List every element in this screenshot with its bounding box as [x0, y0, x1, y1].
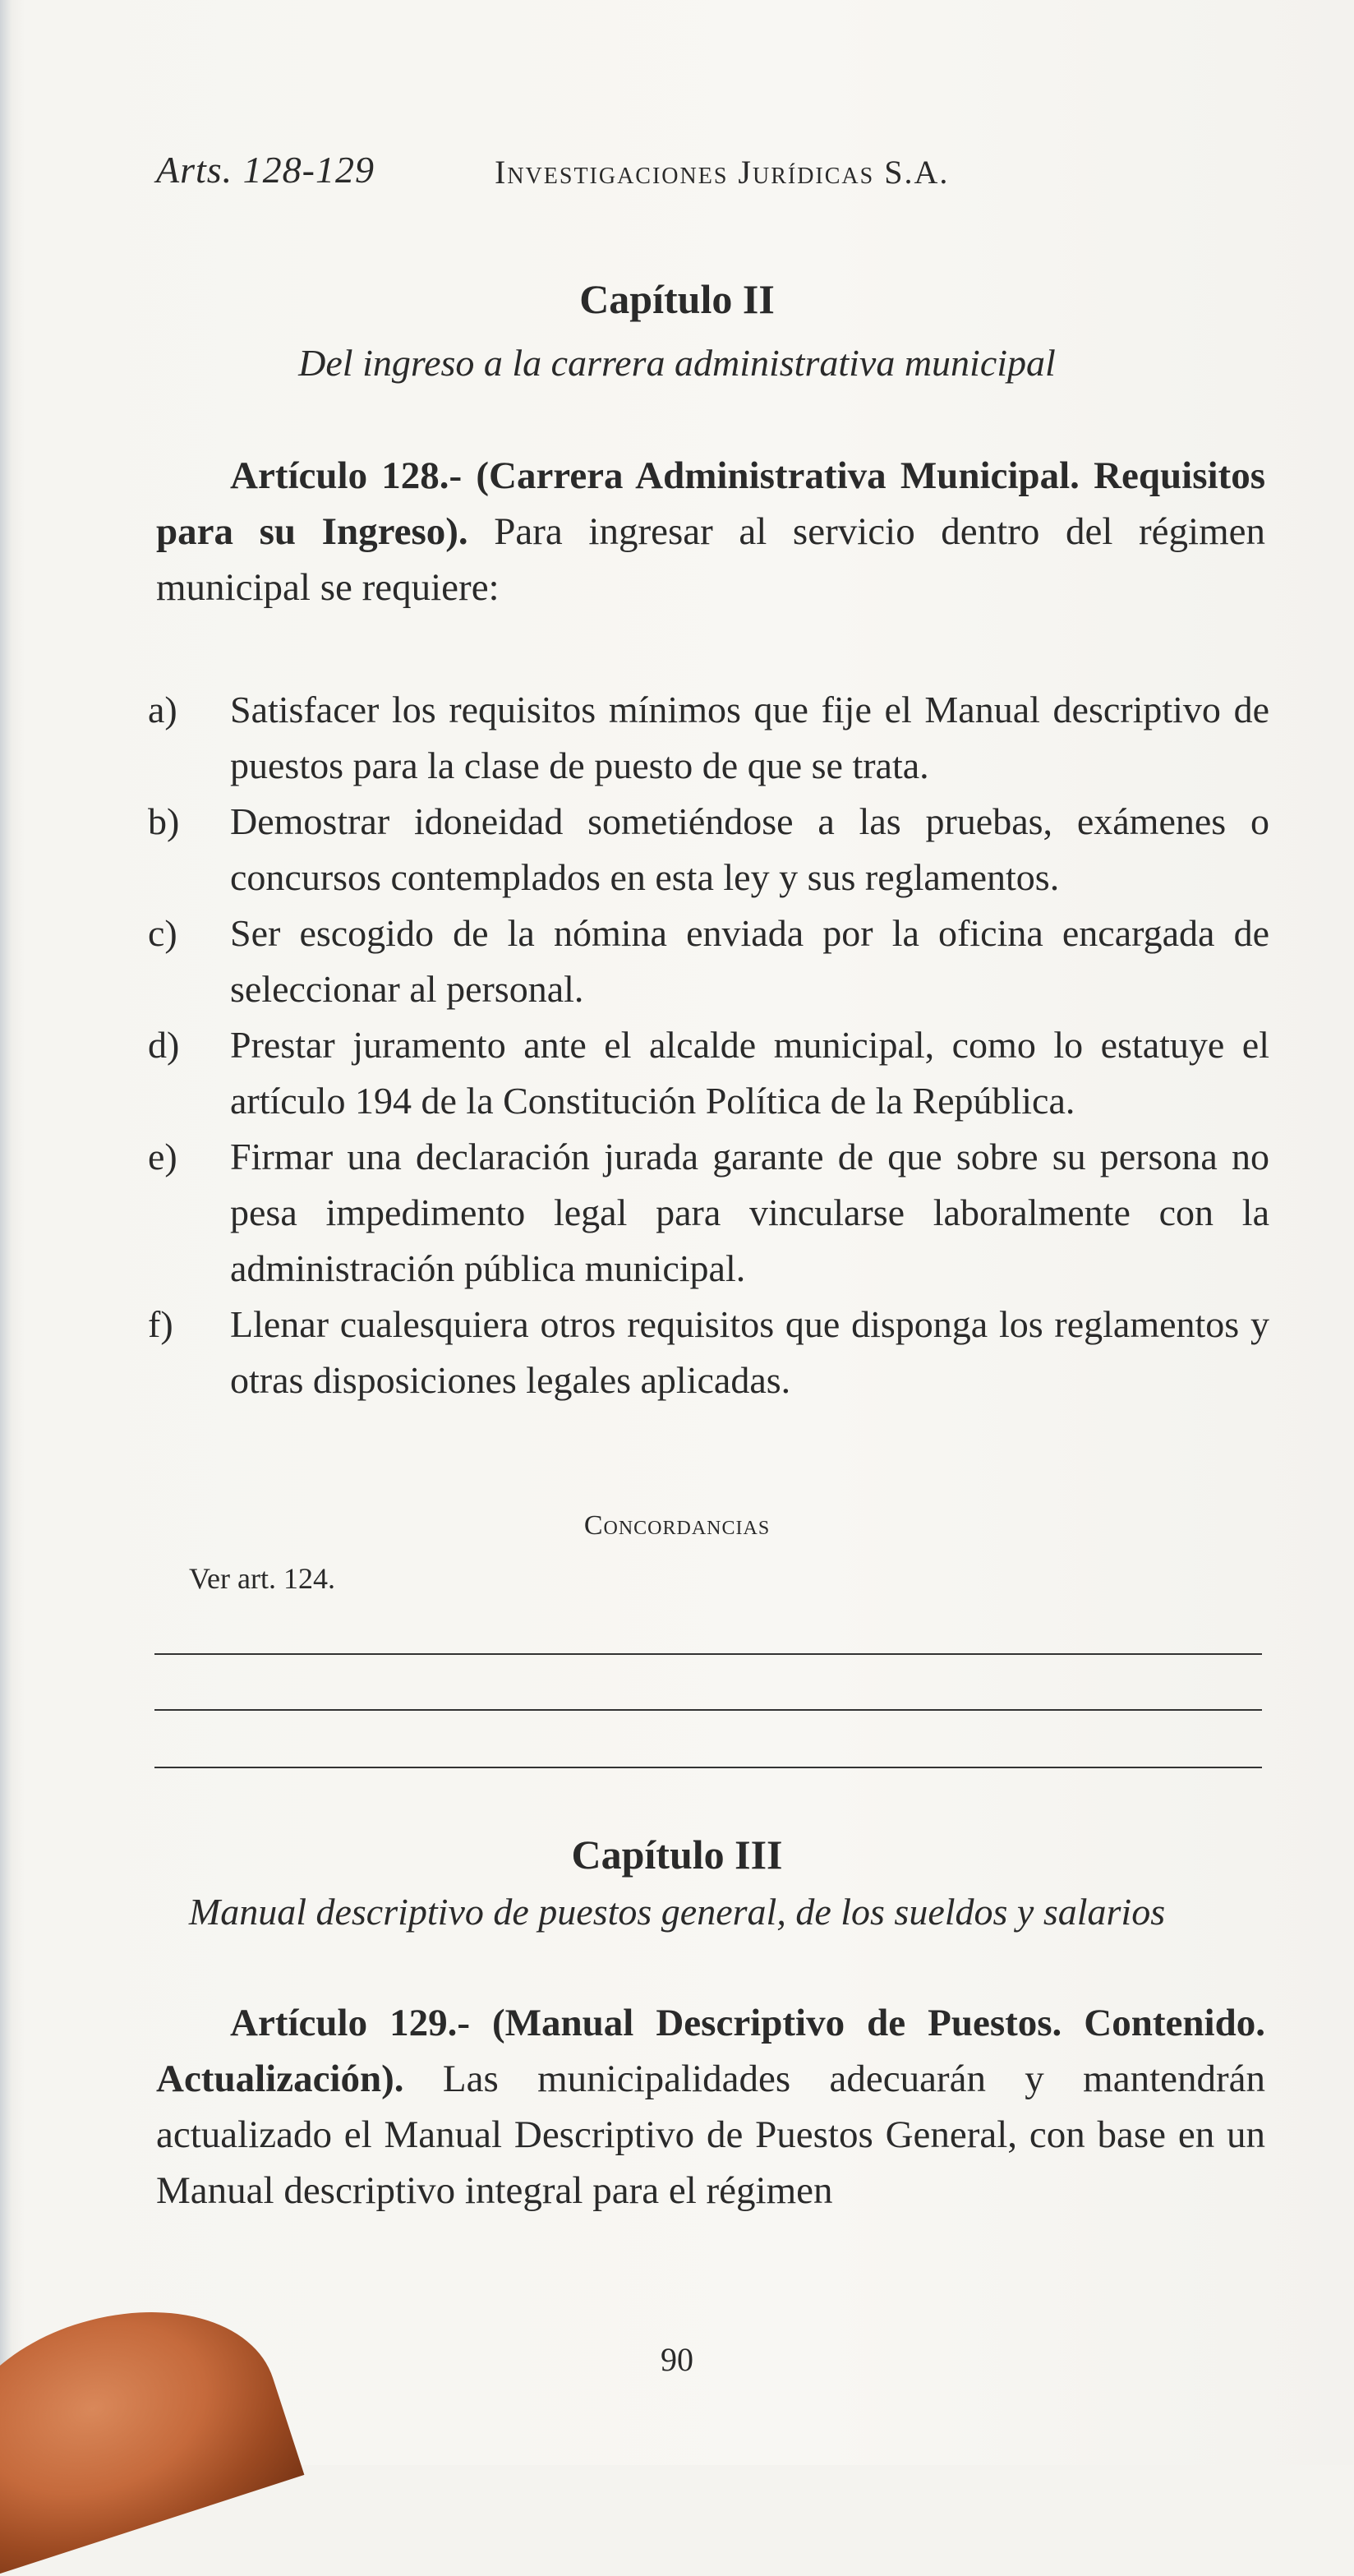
list-item-letter: e) — [148, 1136, 177, 1177]
list-item-letter: f) — [148, 1303, 173, 1345]
list-item-letter: d) — [148, 1024, 180, 1066]
list-item-text: Ser escogido de la nómina enviada por la oficina encargada de seleccionar al personal. — [230, 912, 1269, 1010]
list-item-letter: b) — [148, 800, 180, 842]
concordancias-reference: Ver art. 124. — [189, 1562, 335, 1595]
list-item — [148, 1017, 1269, 1129]
list-item — [148, 1129, 1269, 1297]
article-128 — [156, 448, 1265, 615]
chapter-3-subtitle: Manual descriptivo de puestos general, de los sueldos y salarios — [188, 1891, 1166, 1933]
list-item-text: Demostrar idoneidad sometiéndose a las pruebas, exámenes o concursos contemplados en esta ley y sus reglamentos. — [230, 800, 1269, 898]
chapter-2-title: Capítulo II — [579, 276, 775, 322]
list-item-text: Llenar cualesquiera otros requisitos que disponga los reglamentos y otras disposiciones legales aplicadas. — [230, 1303, 1269, 1401]
article-128-intro: Para ingresar al servicio dentro del régimen municipal se requiere: — [156, 510, 1266, 609]
note-line — [154, 1767, 1262, 1768]
list-item — [148, 794, 1269, 906]
article-129-text: Las municipalidades adecuarán y mantendrán actualizado el Manual Descriptivo de Puestos General, con base en un Manual descriptivo integral para el régimen — [156, 2058, 1265, 2212]
list-item-text: Satisfacer los requisitos mínimos que fije el Manual descriptivo de puestos para la clase de puesto de que se trata. — [230, 689, 1269, 786]
list-item — [148, 906, 1269, 1017]
list-item-text: Prestar juramento ante el alcalde municipal, como lo estatuye el artículo 194 de la Constitución Política de la República. — [230, 1024, 1269, 1122]
list-item — [148, 1297, 1269, 1408]
header-article-range: Arts. 128-129 — [156, 149, 375, 191]
requirements-list — [148, 682, 1269, 1408]
thumb-image — [0, 2272, 304, 2576]
list-item-letter: a) — [148, 689, 177, 730]
running-head — [156, 148, 1282, 205]
note-line — [154, 1709, 1262, 1711]
note-line — [154, 1653, 1262, 1655]
article-129 — [156, 1995, 1265, 2219]
chapter-2-subtitle: Del ingreso a la carrera administrativa municipal — [298, 342, 1056, 384]
list-item-letter: c) — [148, 912, 177, 954]
page-number: 90 — [661, 2341, 693, 2378]
list-item-text: Firmar una declaración jurada garante de que sobre su persona no pesa impedimento legal para vincularse laboralmente con la administración pública municipal. — [230, 1136, 1269, 1289]
header-publisher: Investigaciones Jurídicas S.A. — [495, 154, 950, 191]
concordancias-title: Concordancias — [583, 1510, 771, 1541]
article-128-heading: Artículo 128.- (Carrera Administrativa Municipal. Requisitos para su Ingreso). — [156, 454, 1265, 553]
chapter-3-title: Capítulo III — [571, 1832, 783, 1878]
list-item — [148, 682, 1269, 794]
article-129-heading: Artículo 129.- (Manual Descriptivo de Puestos. Contenido. Actualización). — [156, 2002, 1265, 2100]
